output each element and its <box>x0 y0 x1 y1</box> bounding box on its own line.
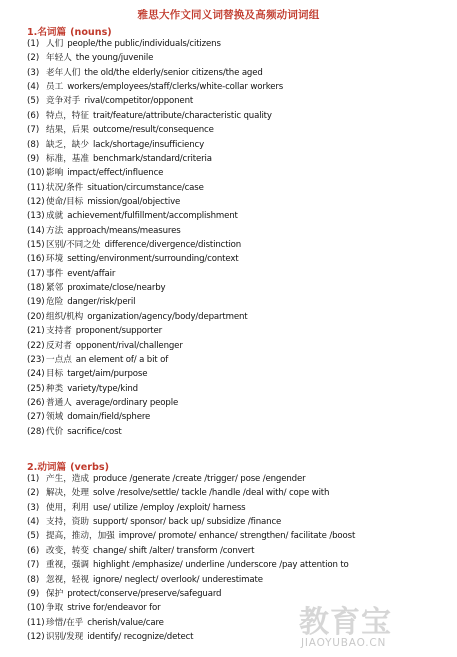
item-number: (25) <box>27 383 45 394</box>
nouns-list <box>27 37 452 439</box>
item-english: the young/juvenile <box>75 53 154 64</box>
item-number: (9) <box>27 588 40 599</box>
item-number: (7) <box>27 560 40 571</box>
list-item <box>27 558 452 572</box>
item-english: impact/effect/influence <box>67 168 164 179</box>
item-chinese: 员工 <box>46 82 64 93</box>
item-number: (15) <box>27 240 45 251</box>
list-item <box>27 295 452 309</box>
item-chinese: 状况/条件 <box>46 182 84 193</box>
list-item <box>27 181 452 195</box>
item-english: protect/conserve/preserve/safeguard <box>67 588 222 599</box>
item-english: proponent/supporter <box>75 326 162 337</box>
item-number: (1) <box>27 474 40 484</box>
item-number: (3) <box>27 502 40 513</box>
item-chinese: 使命/目标 <box>46 196 84 207</box>
verbs-heading-number: 2.动词篇 <box>27 462 67 473</box>
item-chinese: 缺乏，缺少 <box>46 139 89 150</box>
item-english: variety/type/kind <box>67 383 138 394</box>
list-item <box>27 138 452 152</box>
list-item <box>27 486 452 500</box>
item-number: (24) <box>27 369 45 380</box>
list-item <box>27 123 452 137</box>
list-item <box>27 267 452 281</box>
item-number: (2) <box>27 488 40 499</box>
list-item <box>27 310 452 324</box>
item-number: (4) <box>27 517 40 528</box>
item-chinese: 识别/发现 <box>46 631 84 642</box>
item-number: (27) <box>27 412 45 423</box>
verbs-heading <box>27 459 109 473</box>
item-chinese: 使用，利用 <box>46 502 89 513</box>
watermark-url: JIAOYUBAO.CN <box>301 637 387 649</box>
watermark <box>299 597 449 653</box>
item-chinese: 普通人 <box>46 397 72 408</box>
item-number: (23) <box>27 354 45 365</box>
item-english: identify/ recognize/detect <box>87 631 194 642</box>
item-english: cherish/value/care <box>87 617 164 628</box>
item-chinese: 保护 <box>46 588 64 599</box>
item-chinese: 重视，强调 <box>46 560 89 571</box>
item-english: outcome/result/consequence <box>92 125 214 136</box>
list-item <box>27 80 452 94</box>
item-chinese: 支持，资助 <box>46 517 89 528</box>
item-number: (4) <box>27 82 40 93</box>
list-item <box>27 472 452 486</box>
item-english: target/aim/purpose <box>67 369 148 380</box>
item-number: (16) <box>27 254 45 265</box>
item-chinese: 反对者 <box>46 340 72 351</box>
item-english: difference/divergence/distinction <box>104 240 242 251</box>
item-number: (11) <box>27 182 45 193</box>
list-item <box>27 324 452 338</box>
item-chinese: 支持者 <box>46 326 72 337</box>
list-item <box>27 382 452 396</box>
item-chinese: 成就 <box>46 211 64 222</box>
item-number: (6) <box>27 545 40 556</box>
item-english: strive for/endeavor for <box>67 603 161 614</box>
item-number: (11) <box>27 617 45 628</box>
item-number: (20) <box>27 311 45 322</box>
item-chinese: 年轻人 <box>46 53 72 64</box>
item-english: produce /generate /create /trigger/ pose /engender <box>92 474 306 484</box>
item-english: solve /resolve/settle/ tackle /handle /deal with/ cope with <box>92 488 330 499</box>
item-chinese: 事件 <box>46 268 64 279</box>
list-item <box>27 224 452 238</box>
item-number: (10) <box>27 168 45 179</box>
list-item <box>27 281 452 295</box>
item-number: (26) <box>27 397 45 408</box>
list-item <box>27 367 452 381</box>
item-english: lack/shortage/insufficiency <box>92 139 205 150</box>
list-item <box>27 425 452 439</box>
item-number: (8) <box>27 139 40 150</box>
item-english: rival/competitor/opponent <box>84 96 194 107</box>
list-item <box>27 501 452 515</box>
item-number: (5) <box>27 96 40 107</box>
item-chinese: 组织/机构 <box>46 311 84 322</box>
item-english: opponent/rival/challenger <box>75 340 183 351</box>
item-english: an element of/ a bit of <box>75 354 169 365</box>
list-item <box>27 515 452 529</box>
item-english: proximate/close/nearby <box>67 283 166 294</box>
item-english: the old/the elderly/senior citizens/the aged <box>84 67 263 78</box>
item-english: average/ordinary people <box>75 397 179 408</box>
item-english: highlight /emphasize/ underline /underscore /pay attention to <box>92 560 349 571</box>
item-english: danger/risk/peril <box>67 297 136 308</box>
item-english: benchmark/standard/criteria <box>92 153 212 164</box>
watermark-logo: 教育宝 <box>299 605 392 640</box>
item-number: (18) <box>27 283 45 294</box>
document-title: 雅思大作文同义词替换及高频动词词组 <box>137 9 320 21</box>
item-chinese: 领域 <box>46 412 64 423</box>
item-chinese: 忽视，轻视 <box>46 574 89 585</box>
nouns-heading-english: (nouns) <box>70 27 112 38</box>
item-english: use/ utilize /employ /exploit/ harness <box>92 502 246 513</box>
list-item <box>27 410 452 424</box>
item-number: (2) <box>27 53 40 64</box>
item-english: event/affair <box>67 268 116 279</box>
item-chinese: 种类 <box>46 383 64 394</box>
list-item <box>27 544 452 558</box>
item-english: ignore/ neglect/ overlook/ underestimate <box>92 574 263 585</box>
list-item <box>27 66 452 80</box>
item-chinese: 产生，造成 <box>46 474 89 484</box>
item-number: (1) <box>27 39 40 49</box>
item-number: (10) <box>27 603 45 614</box>
item-english: achievement/fulfillment/accomplishment <box>67 211 238 222</box>
item-english: domain/field/sphere <box>67 412 151 423</box>
item-number: (13) <box>27 211 45 222</box>
item-english: setting/environment/surrounding/context <box>67 254 239 265</box>
item-chinese: 环境 <box>46 254 64 265</box>
item-chinese: 方法 <box>46 225 64 236</box>
item-english: people/the public/individuals/citizens <box>67 39 221 49</box>
item-chinese: 区别/不同之处 <box>46 240 101 251</box>
list-item <box>27 94 452 108</box>
verbs-heading-english: (verbs) <box>70 462 109 473</box>
list-item <box>27 353 452 367</box>
item-chinese: 提高，推动，加强 <box>46 531 115 542</box>
nouns-heading <box>27 24 112 38</box>
item-number: (22) <box>27 340 45 351</box>
list-item <box>27 238 452 252</box>
item-number: (6) <box>27 110 40 121</box>
item-number: (28) <box>27 426 45 437</box>
item-english: improve/ promote/ enhance/ strengthen/ facilitate /boost <box>118 531 356 542</box>
item-number: (9) <box>27 153 40 164</box>
list-item <box>27 209 452 223</box>
item-english: organization/agency/body/department <box>87 311 248 322</box>
item-english: workers/employees/staff/clerks/white-collar workers <box>67 82 284 93</box>
item-chinese: 珍惜/在乎 <box>46 617 84 628</box>
item-chinese: 人们 <box>46 39 64 49</box>
list-item <box>27 37 452 51</box>
list-item <box>27 529 452 543</box>
item-number: (21) <box>27 326 45 337</box>
item-number: (19) <box>27 297 45 308</box>
list-item <box>27 573 452 587</box>
item-number: (17) <box>27 268 45 279</box>
item-chinese: 标准，基准 <box>46 153 89 164</box>
list-item <box>27 195 452 209</box>
item-english: change/ shift /alter/ transform /convert <box>92 545 255 556</box>
item-number: (8) <box>27 574 40 585</box>
item-chinese: 竞争对手 <box>46 96 81 107</box>
item-number: (12) <box>27 631 45 642</box>
item-chinese: 紧邻 <box>46 283 64 294</box>
list-item <box>27 109 452 123</box>
list-item <box>27 166 452 180</box>
item-number: (3) <box>27 67 40 78</box>
nouns-heading-number: 1.名词篇 <box>27 27 67 38</box>
item-chinese: 改变，转变 <box>46 545 89 556</box>
item-number: (5) <box>27 531 40 542</box>
list-item <box>27 51 452 65</box>
item-chinese: 危险 <box>46 297 64 308</box>
item-chinese: 代价 <box>46 426 64 437</box>
item-chinese: 争取 <box>46 603 64 614</box>
item-english: approach/means/measures <box>67 225 181 236</box>
item-chinese: 老年人们 <box>46 67 81 78</box>
item-chinese: 目标 <box>46 369 64 380</box>
item-english: sacrifice/cost <box>67 426 122 437</box>
item-chinese: 解决，处理 <box>46 488 89 499</box>
list-item <box>27 396 452 410</box>
item-english: trait/feature/attribute/characteristic quality <box>92 110 272 121</box>
item-english: mission/goal/objective <box>87 196 181 207</box>
item-chinese: 特点，特征 <box>46 110 89 121</box>
list-item <box>27 252 452 266</box>
item-english: situation/circumstance/case <box>87 182 204 193</box>
list-item <box>27 339 452 353</box>
item-number: (7) <box>27 125 40 136</box>
list-item <box>27 152 452 166</box>
item-chinese: 结果，后果 <box>46 125 89 136</box>
item-number: (14) <box>27 225 45 236</box>
item-number: (12) <box>27 196 45 207</box>
item-chinese: 影响 <box>46 168 64 179</box>
item-english: support/ sponsor/ back up/ subsidize /finance <box>92 517 282 528</box>
item-chinese: 一点点 <box>46 354 72 365</box>
